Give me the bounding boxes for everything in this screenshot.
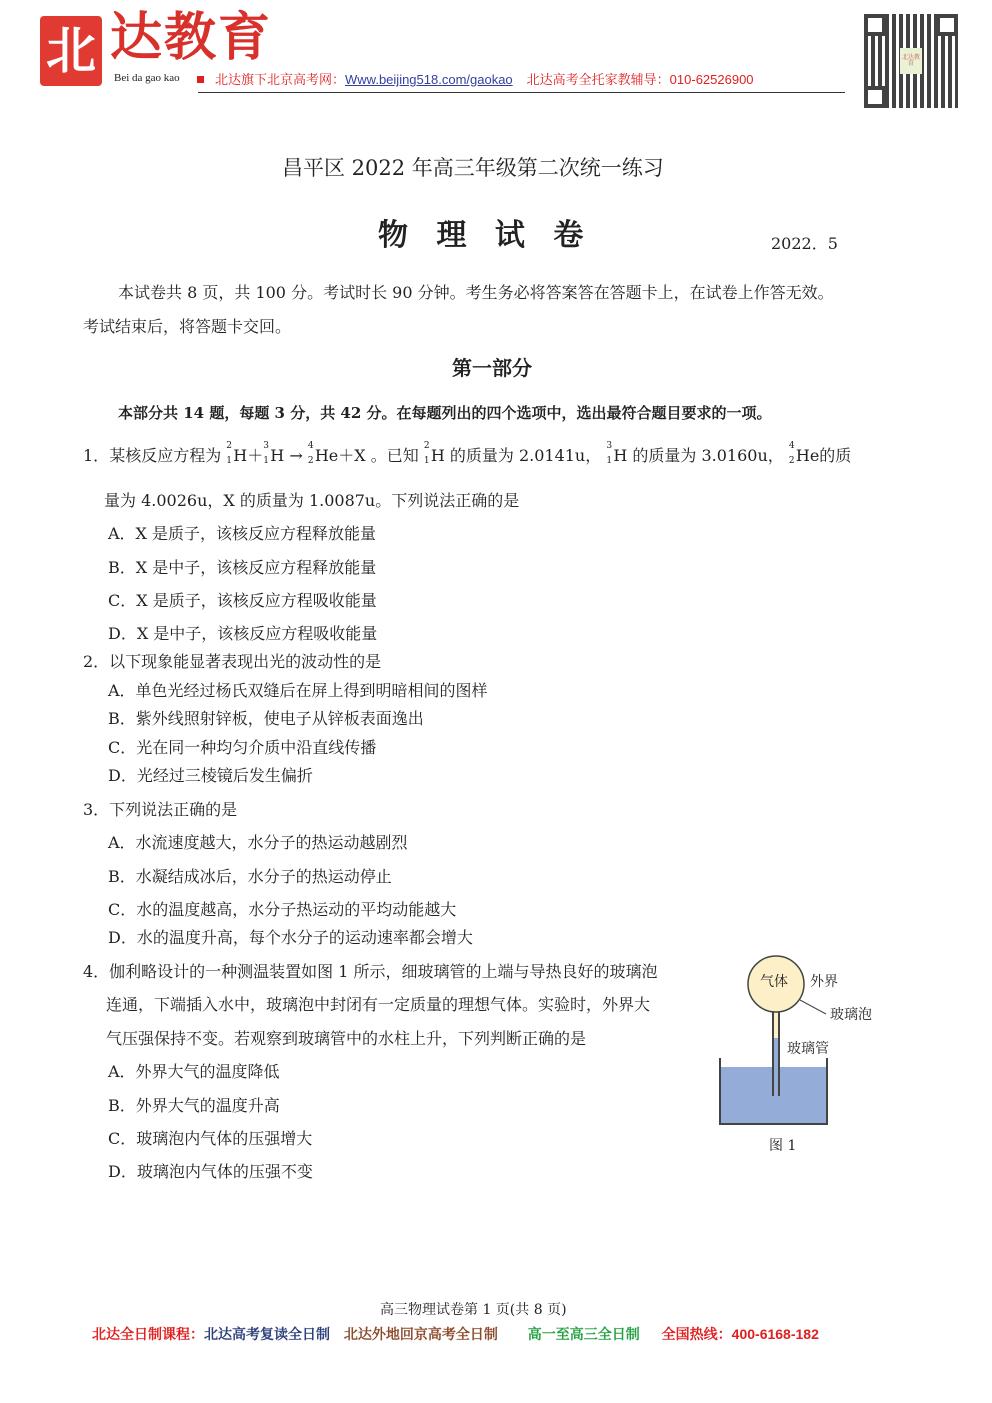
exam-subtitle: 昌平区 2022 年高三年级第二次统一练习 [282, 156, 664, 180]
part-description: 本部分共 14 题，每题 3 分，共 42 分。在每题列出的四个选项中，选出最符合题目要求的一项。 [118, 404, 772, 422]
q3-stem: 3．下列说法正确的是 [83, 800, 238, 819]
site-link[interactable]: Www.beijing518.com/gaokao [345, 72, 513, 87]
exam-date: 2022．5 [771, 234, 838, 253]
q2-option-a: A．单色光经过杨氏双缝后在屏上得到明暗相间的图样 [108, 681, 488, 700]
q3-option-d: D．水的温度升高，每个水分子的运动速率都会增大 [108, 928, 473, 947]
exam-title: 物 理 试 卷 [378, 218, 584, 253]
figure-1-thermoscope [700, 950, 900, 1170]
qr-code-icon [864, 14, 958, 108]
hotline: 全国热线：400-6168-182 [661, 1326, 819, 1342]
course-link[interactable]: 北达高考复读全日制 [204, 1326, 330, 1342]
label-outside: 外界 [810, 974, 838, 990]
logo-pinyin: Bei da gao kao [114, 72, 180, 84]
logo-text: 达教育 [110, 7, 273, 68]
label-tube: 玻璃管 [787, 1041, 829, 1057]
label-gas: 气体 [760, 974, 788, 990]
header-divider [198, 92, 845, 93]
q4-option-d: D．玻璃泡内气体的压强不变 [108, 1162, 313, 1181]
text: ＋X 。已知 [338, 446, 419, 465]
q4-option-c: C．玻璃泡内气体的压强增大 [108, 1129, 313, 1148]
q2-option-d: D．光经过三棱镜后发生偏折 [108, 766, 313, 785]
q4-stem-2: 连通，下端插入水中，玻璃泡中封闭有一定质量的理想气体。实验时，外界大 [106, 995, 651, 1014]
footer-ads [92, 1326, 819, 1343]
q1-option-c: C．X 是质子，该核反应方程吸收能量 [108, 591, 377, 610]
q4-option-a: A．外界大气的温度降低 [108, 1062, 280, 1081]
nuclide-h2: 2 1 H [226, 441, 248, 466]
q3-option-a: A．水流速度越大，水分子的热运动越剧烈 [108, 833, 408, 852]
q4-stem-1: 4．伽利略设计的一种测温装置如图 1 所示，细玻璃管的上端与导热良好的玻璃泡 [83, 962, 658, 981]
figure-caption: 图 1 [769, 1138, 797, 1154]
q1-number: 1． [83, 446, 110, 465]
text: ＋ [247, 446, 264, 465]
page-number: 高三物理试卷第 1 页(共 8 页) [380, 1302, 567, 1318]
q3-option-b: B．水凝结成冰后，水分子的热运动停止 [108, 867, 392, 886]
q1-option-a: A．X 是质子，该核反应方程释放能量 [108, 524, 377, 543]
q4-option-b: B．外界大气的温度升高 [108, 1096, 280, 1115]
label-bulb: 玻璃泡 [830, 1007, 872, 1023]
qr-center-logo: 北达教育 [900, 48, 922, 74]
tutor-label: 北达高考全托家教辅导：010-62526900 [526, 72, 754, 87]
nuclide-he4: 4 2 He [307, 441, 339, 466]
intro-line-2: 考试结束后，将答题卡交回。 [83, 317, 292, 336]
courses-label: 北达全日制课程： [92, 1326, 204, 1342]
nuclide-h3: 3 1 H [263, 441, 285, 466]
logo-mark: 北 [40, 16, 102, 86]
q1-stem [83, 441, 852, 466]
q2-option-b: B．紫外线照射锌板，使电子从锌板表面逸出 [108, 709, 424, 728]
arrow-icon: → [289, 446, 303, 465]
nuclide-h2: 2 1 H [423, 441, 445, 466]
course-link[interactable]: 高一至高三全日制 [527, 1326, 640, 1342]
q4-stem-3: 气压强保持不变。若观察到玻璃管中的水柱上升，下列判断正确的是 [106, 1029, 587, 1048]
text: 的质量为 2.0141u， [449, 446, 602, 465]
text: 的质量为 3.0160u， [632, 446, 784, 465]
leader-line [800, 1000, 826, 1014]
q1-stem-line2: 量为 4.0026u，X 的质量为 1.0087u。下列说法正确的是 [104, 491, 520, 510]
text: 某核反应方程为 [109, 446, 222, 465]
q1-option-b: B．X 是中子，该核反应方程释放能量 [108, 558, 377, 577]
part-heading: 第一部分 [452, 356, 532, 380]
course-link[interactable]: 北达外地回京高考全日制 [343, 1326, 498, 1342]
bullet-icon [197, 76, 204, 83]
nuclide-he4: 4 2 He [788, 441, 820, 466]
site-label: 北达旗下北京高考网： [215, 72, 346, 87]
text: 的质 [819, 446, 852, 465]
header-links [215, 72, 754, 88]
q2-stem: 2．以下现象能显著表现出光的波动性的是 [83, 652, 382, 671]
nuclide-h3: 3 1 H [606, 441, 628, 466]
q3-option-c: C．水的温度越高，水分子热运动的平均动能越大 [108, 900, 457, 919]
q2-option-c: C．光在同一种均匀介质中沿直线传播 [108, 738, 377, 757]
q1-option-d: D．X 是中子，该核反应方程吸收能量 [108, 624, 378, 643]
intro-line-1: 本试卷共 8 页，共 100 分。考试时长 90 分钟。考生务必将答案答在答题卡上，在试卷上作答无效。 [118, 283, 834, 302]
